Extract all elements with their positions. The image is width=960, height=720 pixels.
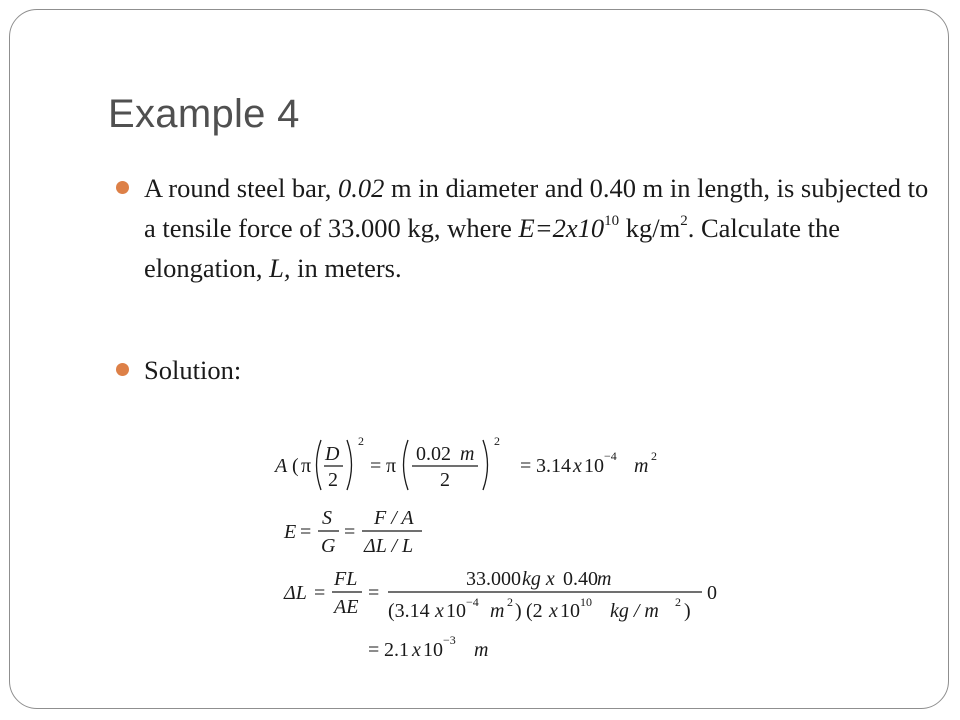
- eq-elong-den-sq2: 2: [675, 595, 681, 609]
- eq-result-eq: =: [368, 639, 380, 661]
- eq-result-value: 2.1: [384, 639, 409, 661]
- eq-area-pi-2: π: [386, 455, 397, 477]
- eq-elong-den-close2: ): [684, 600, 691, 622]
- eq-elong-den-exp1: −4: [466, 595, 479, 609]
- eq-elong-den-ten2: 10: [560, 600, 580, 622]
- slide-title: Example 4: [108, 92, 300, 136]
- eq-area-frac1-den: 2: [328, 469, 338, 491]
- eq-mod-frac1-num: S: [322, 507, 332, 529]
- problem-text-part: A round steel bar,: [144, 173, 338, 203]
- eq-elong-den-unit2: kg / m: [610, 600, 659, 622]
- eq-mod-lhs: E: [284, 521, 297, 543]
- problem-text-part: kg/m: [619, 213, 681, 243]
- eq-area-lparen-1: [317, 440, 322, 490]
- eq-elong-den-x2: x: [549, 600, 558, 622]
- eq-elong-trailing: 0: [707, 582, 717, 604]
- eq-elong-den-exp2: 10: [580, 595, 592, 609]
- equation-modulus: [283, 507, 422, 557]
- eq-area-rparen-1: [347, 440, 352, 490]
- problem-text-part: in meters.: [290, 253, 402, 283]
- equations-svg: [270, 420, 730, 670]
- eq-area-rparen-2: [483, 440, 488, 490]
- eq-result-unit: m: [474, 639, 489, 661]
- equations-block: [270, 420, 730, 670]
- slide: [9, 9, 949, 709]
- eq-area-frac2-num-unit: m: [460, 443, 475, 465]
- eq-area-x: x: [573, 455, 582, 477]
- eq-elong-den-close1: ): [515, 600, 522, 622]
- eq-elong-eq-2: =: [368, 582, 380, 604]
- eq-mod-frac1-den: G: [321, 535, 336, 557]
- eq-area-lhs: A: [275, 455, 288, 477]
- eq-area-sq-1: 2: [358, 434, 364, 448]
- eq-area-unit: m: [634, 455, 649, 477]
- eq-elong-den-sq: 2: [507, 595, 513, 609]
- bullet-dot-icon: [116, 181, 129, 194]
- eq-elong-num-2: 0.40: [563, 568, 598, 590]
- eq-elong-den-unit1: m: [490, 600, 505, 622]
- problem-modulus-exponent: 10: [604, 213, 620, 230]
- eq-elong-den-1: (3.14: [388, 600, 430, 622]
- eq-area-exp: −4: [604, 449, 617, 463]
- eq-area-frac2-den: 2: [440, 469, 450, 491]
- problem-text-part: . Calculate the elongation,: [144, 213, 841, 283]
- equation-elongation: [283, 568, 717, 622]
- problem-modulus: E=2x10: [518, 213, 605, 243]
- eq-result-exp: −3: [443, 633, 456, 647]
- eq-elong-num: 33.000: [466, 568, 521, 590]
- eq-elong-frac1-num: FL: [334, 568, 358, 590]
- eq-elong-num-unit: m: [597, 568, 612, 590]
- eq-elong-frac1-den: AE: [334, 596, 359, 618]
- eq-area-result: 3.14: [536, 455, 571, 477]
- eq-area-unit-exp: 2: [651, 449, 657, 463]
- eq-area-frac2-num: 0.02: [416, 443, 451, 465]
- eq-area-sq-2: 2: [494, 434, 500, 448]
- eq-elong-den-x1: x: [435, 600, 444, 622]
- equation-area: [273, 434, 657, 491]
- eq-mod-eq-1: =: [300, 521, 312, 543]
- eq-elong-den-2: (2: [526, 600, 543, 622]
- eq-area-frac1-num: D: [325, 443, 340, 465]
- eq-mod-eq-2: =: [344, 521, 356, 543]
- solution-label: Solution:: [144, 355, 242, 385]
- eq-result-x: x: [412, 639, 421, 661]
- problem-unit-exponent: 2: [680, 213, 688, 230]
- eq-area-paren: (: [292, 455, 299, 477]
- problem-variable: L,: [269, 253, 291, 283]
- eq-mod-frac2-num: F / A: [374, 507, 414, 529]
- bullet-dot-icon: [116, 363, 129, 376]
- eq-elong-lhs: ΔL: [284, 582, 307, 604]
- eq-area-eq-1: =: [370, 455, 382, 477]
- problem-diameter: 0.02: [337, 173, 385, 203]
- eq-result-ten: 10: [423, 639, 443, 661]
- eq-mod-frac2-den: ΔL / L: [364, 535, 414, 557]
- eq-elong-den-ten1: 10: [446, 600, 466, 622]
- eq-area-pi-1: π: [301, 455, 312, 477]
- eq-area-lparen-2: [404, 440, 409, 490]
- eq-area-ten: 10: [584, 455, 604, 477]
- eq-elong-num-it: kg x: [522, 568, 555, 590]
- eq-area-eq-2: =: [520, 455, 532, 477]
- problem-text: [144, 168, 944, 288]
- eq-elong-eq-1: =: [314, 582, 326, 604]
- problem-text-part: m in diameter and 0.40 m in length, is subjected to a tensile force of 33.000 kg, where: [144, 173, 929, 243]
- equation-result: [368, 633, 488, 661]
